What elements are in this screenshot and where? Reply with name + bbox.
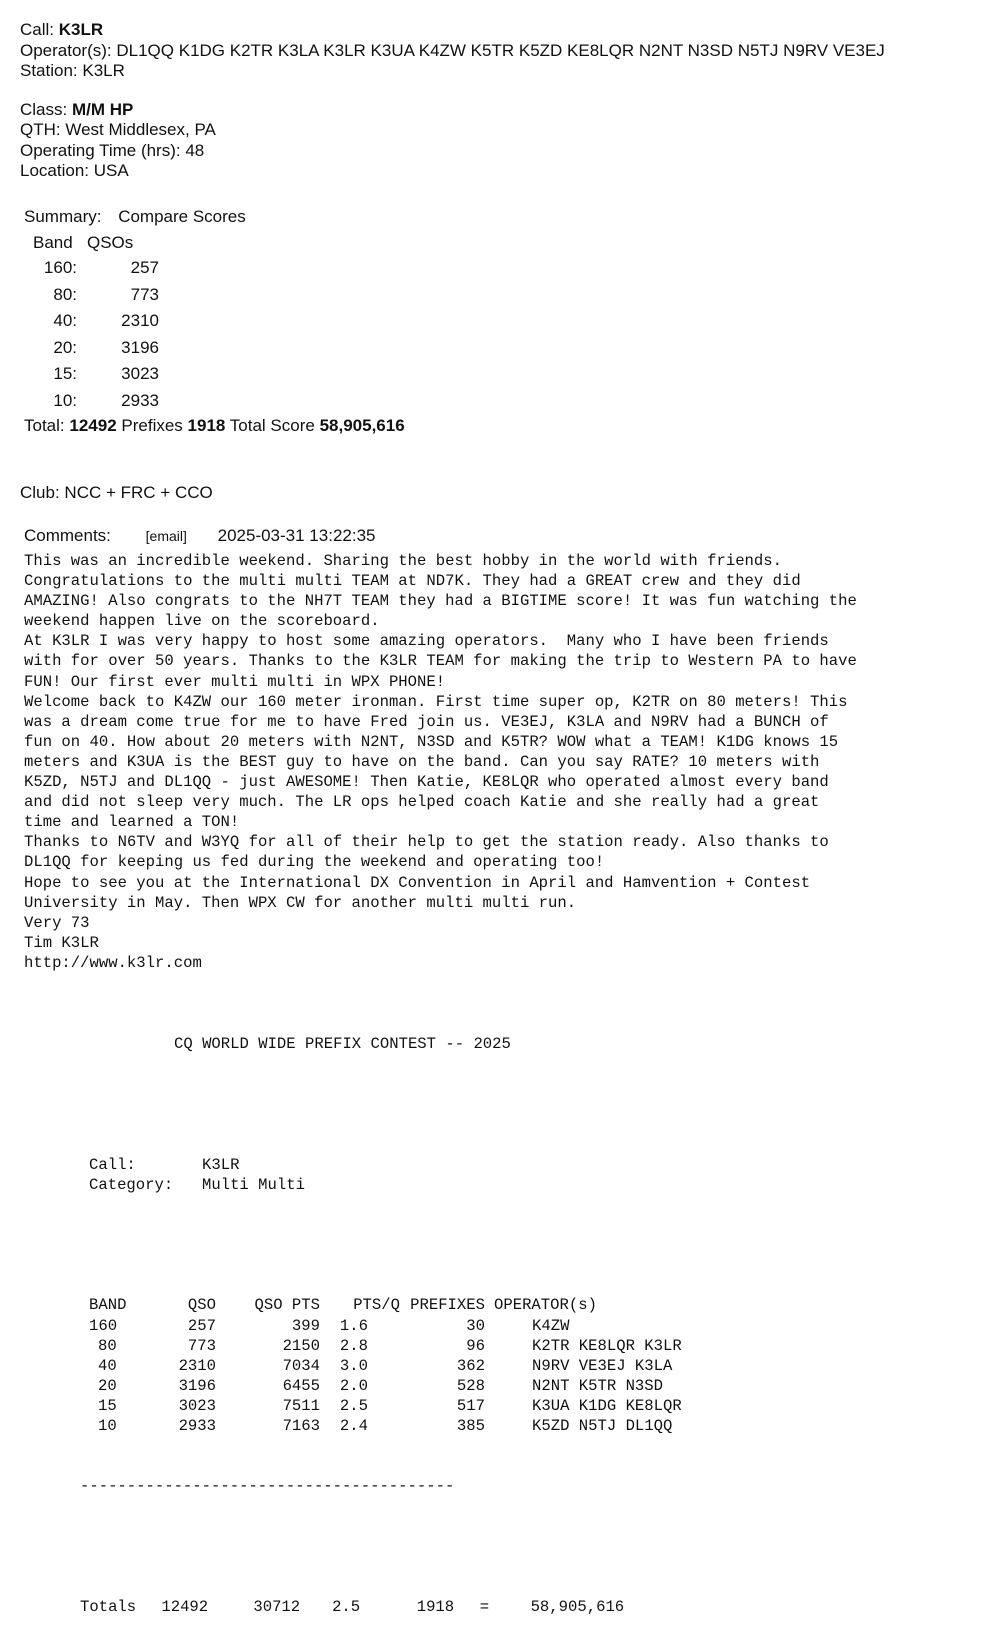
band-cell: 160 (89, 1316, 118, 1335)
qsos-cell: 2310 (121, 311, 159, 331)
prefixes-cell: 30 (466, 1316, 485, 1335)
band-cell: 10: (53, 390, 77, 410)
total-qsos: 12492 (69, 416, 117, 435)
qsos-column-header: QSOs (87, 232, 134, 252)
summary-title: Summary: (24, 207, 102, 226)
totals-equals: = (479, 1597, 490, 1616)
operating-time-label: Operating Time (hrs): (20, 140, 181, 160)
comment-line: Tim K3LR (24, 933, 99, 952)
qso-cell: 2310 (178, 1356, 216, 1375)
station-label: Station: (20, 61, 78, 80)
operators-label: Operator(s): (20, 40, 112, 60)
comment-line: At K3LR I was very happy to host some amazing operators. Many who I have been friends (24, 632, 829, 651)
operators-cell: N2NT K5TR N3SD (532, 1376, 664, 1395)
table-row (89, 1316, 682, 1336)
location-row (20, 161, 885, 182)
qsos-cell: 773 (130, 284, 159, 304)
operators-cell: K4ZW (532, 1316, 570, 1335)
call-row (20, 20, 885, 41)
comment-line: This was an incredible weekend. Sharing the best hobby in the world with friends. (24, 552, 782, 570)
qso-cell: 257 (187, 1316, 216, 1335)
summary-section (24, 206, 405, 438)
band-cell: 15 (98, 1396, 117, 1415)
summary-total-row (24, 414, 405, 438)
table-row (30, 335, 159, 362)
table-row (30, 388, 159, 415)
report-totals-row (80, 1597, 682, 1617)
comments-header (24, 526, 375, 546)
band-cell: 40 (98, 1356, 117, 1375)
comment-line: Welcome back to K4ZW our 160 meter ironman. First time super op, K2TR on 80 meters! This (24, 692, 848, 711)
report-category-label: Category: (89, 1175, 174, 1194)
comment-line: University in May. Then WPX CW for another multi multi run. (24, 893, 577, 912)
club-label: Club: (20, 483, 60, 502)
band-summary-header (30, 230, 159, 255)
qso-pts-cell: 7163 (282, 1416, 320, 1435)
comment-line: meters and K3UA is the BEST guy to have on the band. Can you say RATE? 10 meters with (24, 752, 820, 771)
comment-line: with for over 50 years. Thanks to the K3LR TEAM for making the trip to Western PA to have (24, 652, 857, 671)
prefixes-value: 1918 (187, 416, 226, 435)
col-prefixes: PREFIXES (410, 1296, 485, 1315)
total-score-label: Total Score (229, 416, 315, 435)
qso-pts-cell: 6455 (282, 1376, 320, 1395)
table-row (89, 1396, 682, 1416)
band-column-header: Band (33, 232, 73, 252)
totals-prefixes: 1918 (416, 1597, 455, 1616)
comment-line: Thanks to N6TV and W3YQ for all of their help to get the station ready. Also thanks to (24, 833, 829, 852)
totals-pts-q: 2.5 (332, 1597, 361, 1616)
band-cell: 40: (53, 311, 77, 331)
class-label: Class: (20, 99, 68, 119)
qso-pts-cell: 7034 (282, 1356, 320, 1375)
prefixes-cell: 362 (456, 1356, 485, 1375)
report-call-label: Call: (89, 1155, 136, 1174)
band-cell: 80 (98, 1336, 117, 1355)
report-call-value: K3LR (202, 1155, 240, 1174)
call-label: Call: (20, 20, 55, 39)
table-row (30, 308, 159, 335)
prefixes-cell: 385 (456, 1416, 485, 1435)
pts-q-cell: 2.5 (339, 1396, 368, 1415)
location-label: Location: (20, 161, 89, 180)
band-cell: 80: (53, 284, 77, 304)
band-cell: 15: (53, 364, 77, 384)
totals-label: Totals (80, 1597, 137, 1616)
contest-report (80, 994, 682, 1637)
comment-line: and did not sleep very much. The LR ops helped coach Katie and she really had a great (24, 793, 820, 812)
band-cell: 160: (43, 258, 77, 278)
class-row (20, 100, 885, 121)
comment-line: K5ZD, N5TJ and DL1QQ - just AWESOME! Then Katie, KE8LQR who operated almost every band (24, 773, 829, 792)
pts-q-cell: 2.0 (339, 1376, 368, 1395)
comment-line: was a dream come true for me to have Fred join us. VE3EJ, K3LA and N9RV had a BUNCH of (24, 712, 829, 731)
report-category-value: Multi Multi (202, 1175, 305, 1194)
comments-label: Comments: (24, 526, 111, 545)
prefixes-cell: 96 (466, 1336, 485, 1355)
operators-cell: K5ZD N5TJ DL1QQ (532, 1416, 673, 1435)
operating-time-row (20, 141, 885, 162)
station-value: K3LR (82, 61, 125, 80)
col-qso-pts: QSO PTS (254, 1296, 320, 1315)
report-separator: ---------------------------------------- (80, 1477, 455, 1496)
col-band: BAND (89, 1296, 127, 1315)
table-row (30, 361, 159, 388)
operators-cell: N9RV VE3EJ K3LA (532, 1356, 673, 1375)
comment-line: weekend happen live on the scoreboard. (24, 612, 380, 631)
totals-score: 58,905,616 (530, 1597, 625, 1616)
col-qso: QSO (187, 1296, 216, 1315)
prefixes-cell: 517 (456, 1396, 485, 1415)
prefixes-label: Prefixes (121, 416, 183, 435)
comment-line: AMAZING! Also congrats to the NH7T TEAM they had a BIGTIME score! It was fun watching the (24, 592, 857, 611)
compare-scores-link[interactable]: Compare Scores (118, 207, 246, 226)
comment-line: fun on 40. How about 20 meters with N2NT, N3SD and K5TR? WOW what a TEAM! K1DG knows 15 (24, 732, 839, 751)
col-operators: OPERATOR(s) (494, 1296, 597, 1315)
operating-time-value: 48 (185, 140, 205, 160)
pts-q-cell: 2.8 (339, 1336, 368, 1355)
qth-value: West Middlesex, PA (65, 120, 216, 139)
qso-pts-cell: 7511 (282, 1396, 320, 1415)
pts-q-cell: 1.6 (339, 1316, 368, 1335)
club-value: NCC + FRC + CCO (64, 483, 213, 502)
table-row (89, 1376, 682, 1396)
comment-line: Very 73 (24, 913, 90, 932)
qso-cell: 2933 (178, 1416, 216, 1435)
qth-label: QTH: (20, 120, 61, 139)
location-value: USA (93, 161, 129, 180)
pts-q-cell: 3.0 (339, 1356, 368, 1375)
report-title: CQ WORLD WIDE PREFIX CONTEST -- 2025 (174, 1035, 511, 1054)
qso-cell: 3196 (178, 1376, 216, 1395)
qth-row (20, 120, 885, 141)
qsos-cell: 2933 (121, 390, 159, 410)
operators-value: DL1QQ K1DG K2TR K3LA K3LR K3UA K4ZW K5TR K5ZD KE8LQR N2NT N3SD N5TJ N9RV VE3EJ (116, 40, 885, 60)
qso-cell: 773 (187, 1336, 216, 1355)
call-value: K3LR (58, 20, 104, 39)
qso-pts-cell: 399 (291, 1316, 320, 1335)
table-row (89, 1416, 682, 1436)
table-row (89, 1356, 682, 1376)
summary-title-row (24, 206, 405, 228)
band-cell: 20: (53, 337, 77, 357)
report-info (89, 1155, 305, 1195)
comment-line: FUN! Our first ever multi multi in WPX PHONE! (24, 672, 446, 691)
operators-cell: K3UA K1DG KE8LQR (532, 1396, 682, 1415)
operators-cell: K2TR KE8LQR K3LR (532, 1336, 682, 1355)
comment-line: time and learned a TON! (24, 813, 240, 832)
table-row (30, 282, 159, 309)
report-band-table (89, 1295, 682, 1436)
email-link[interactable]: [email] (145, 528, 187, 544)
total-label: Total: (24, 416, 65, 435)
totals-qso-pts: 30712 (253, 1597, 301, 1616)
comments-body (24, 551, 857, 973)
comment-line: http://www.k3lr.com (24, 953, 202, 972)
prefixes-cell: 528 (456, 1376, 485, 1395)
qso-pts-cell: 2150 (282, 1336, 320, 1355)
comment-line: Congratulations to the multi multi TEAM at ND7K. They had a GREAT crew and they did (24, 572, 801, 591)
table-row (30, 255, 159, 282)
comment-line: DL1QQ for keeping us fed during the weekend and operating too! (24, 853, 605, 872)
totals-qso: 12492 (161, 1597, 209, 1616)
station-row (20, 61, 885, 82)
club-row (20, 483, 213, 503)
pts-q-cell: 2.4 (339, 1416, 368, 1435)
qsos-cell: 257 (130, 258, 159, 278)
qso-cell: 3023 (178, 1396, 216, 1415)
comment-line: Hope to see you at the International DX Convention in April and Hamvention + Contest (24, 873, 811, 892)
table-row (89, 1336, 682, 1356)
qsos-cell: 3023 (121, 364, 159, 384)
band-cell: 20 (98, 1376, 117, 1395)
band-summary-table (30, 230, 159, 414)
report-header-row (89, 1295, 682, 1315)
entry-header (20, 20, 885, 182)
operators-row (20, 41, 885, 62)
col-pts-q: PTS/Q (353, 1296, 400, 1315)
comments-timestamp: 2025-03-31 13:22:35 (217, 526, 376, 545)
band-cell: 10 (98, 1416, 117, 1435)
qsos-cell: 3196 (121, 337, 159, 357)
total-score-value: 58,905,616 (319, 416, 405, 435)
class-value: M/M HP (71, 99, 134, 119)
